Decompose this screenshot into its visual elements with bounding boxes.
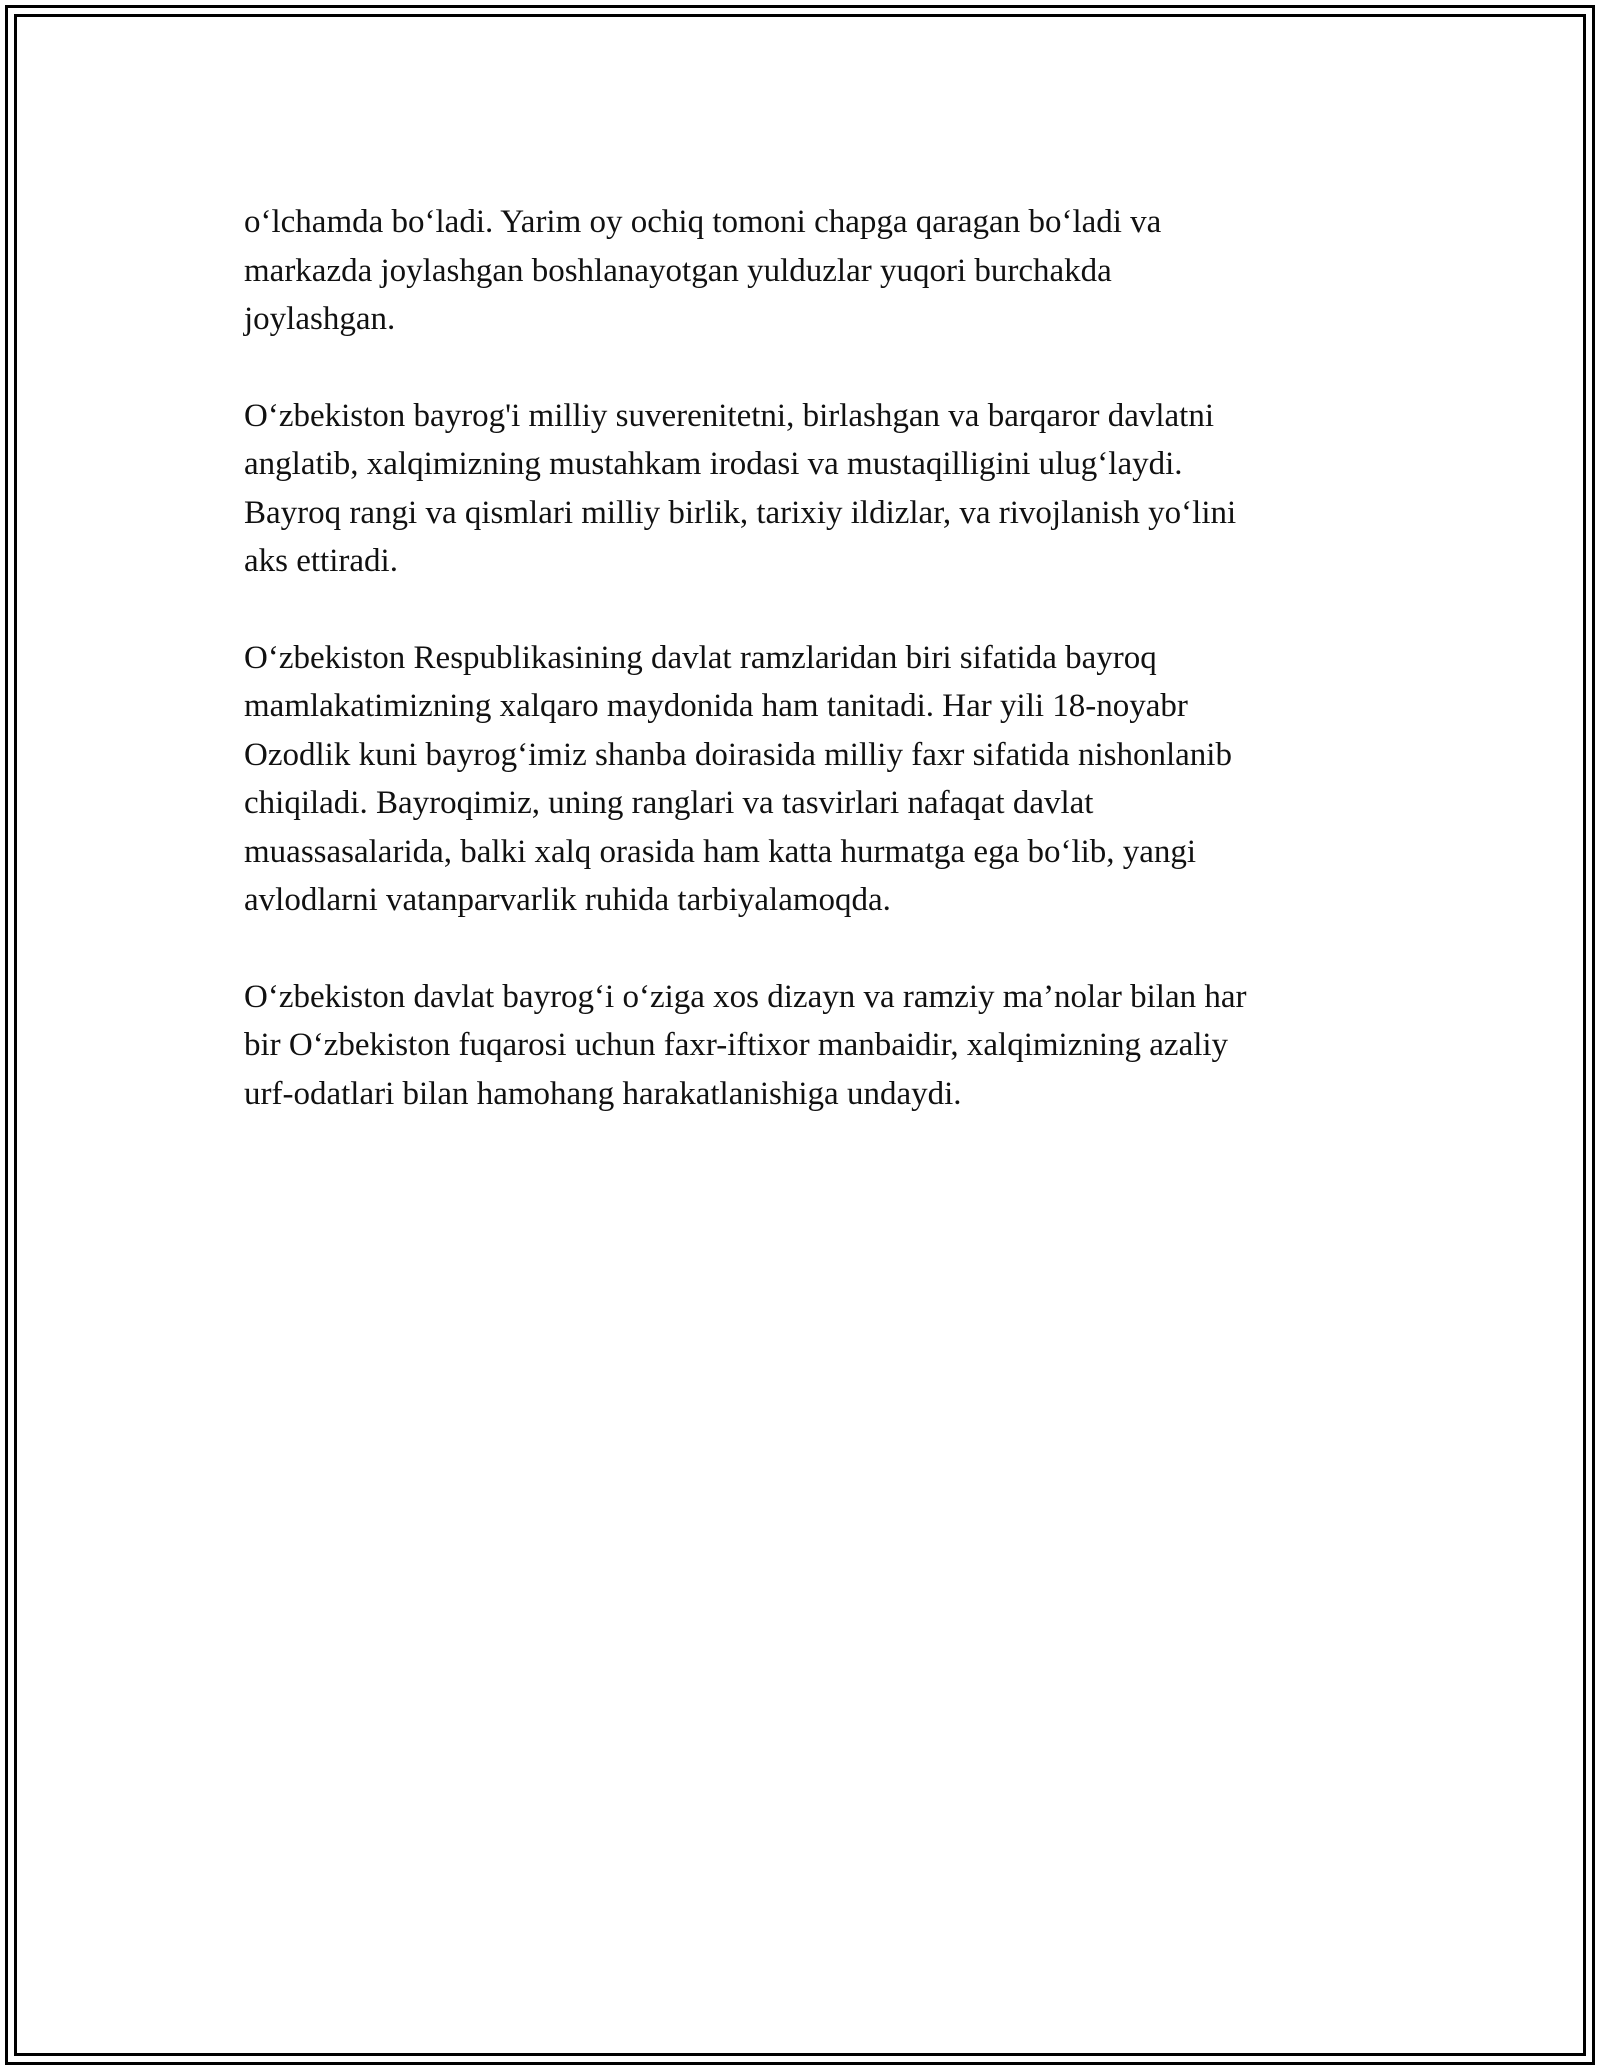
- text-line: chiqiladi. Bayroqimiz, uning ranglari va tasvirlari nafaqat davlat: [244, 785, 1094, 821]
- text-line: anglatib, xalqimizning mustahkam irodasi va mustaqilligini ulug‘laydi.: [244, 446, 1183, 482]
- text-line: O‘zbekiston Respublikasining davlat ramzlaridan biri sifatida bayroq: [244, 639, 1157, 676]
- text-line: O‘zbekiston bayrog'i milliy suverenitetni, birlashgan va barqaror davlatni: [244, 397, 1215, 434]
- text-line: mamlakatimizning xalqaro maydonida ham tanitadi. Har yili 18-noyabr: [244, 688, 1188, 724]
- paragraph-2: [244, 392, 1374, 586]
- text-line: muassasalarida, balki xalq orasida ham katta hurmatga ega bo‘lib, yangi: [244, 833, 1197, 870]
- text-line: urf-odatlari bilan hamohang harakatlanishiga undaydi.: [244, 1075, 962, 1112]
- text-line: markazda joylashgan boshlanayotgan yulduzlar yuqori burchakda: [244, 252, 1112, 289]
- paragraph-4: [244, 973, 1374, 1119]
- text-line: avlodlarni vatanparvarlik ruhida tarbiyalamoqda.: [244, 882, 891, 918]
- text-line: O‘zbekiston davlat bayrog‘i o‘ziga xos dizayn va ramziy ma’nolar bilan har: [244, 978, 1247, 1015]
- paragraph-3: [244, 634, 1374, 925]
- page-border: [5, 5, 1595, 2065]
- text-line: Bayroq rangi va qismlari milliy birlik, tarixiy ildizlar, va rivojlanish yo‘lini: [244, 494, 1237, 531]
- text-line: bir O‘zbekiston fuqarosi uchun faxr-iftixor manbaidir, xalqimizning azaliy: [244, 1027, 1229, 1063]
- text-line: aks ettiradi.: [244, 543, 398, 579]
- text-line: joylashgan.: [244, 301, 396, 337]
- paragraph-1: [244, 198, 1374, 344]
- text-line: o‘lchamda bo‘ladi. Yarim oy ochiq tomoni chapga qaragan bo‘ladi va: [244, 204, 1162, 240]
- document-body: [244, 198, 1374, 1166]
- text-line: Ozodlik kuni bayrog‘imiz shanba doirasida milliy faxr sifatida nishonlanib: [244, 736, 1232, 773]
